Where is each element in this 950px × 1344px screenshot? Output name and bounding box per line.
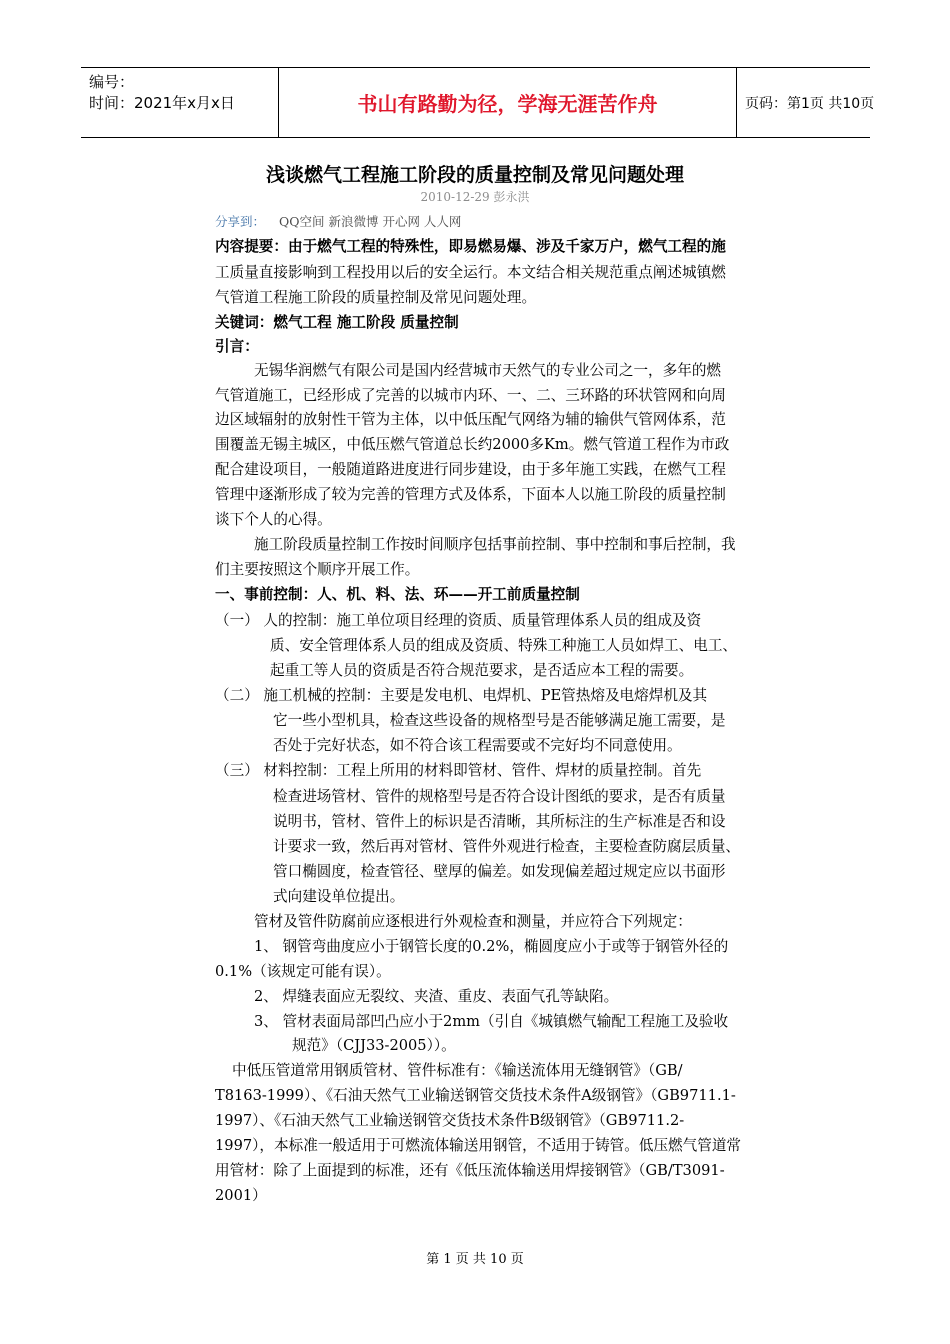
standards-line-5: 用管材：除了上面提到的标准，还有《低压流体输送用焊接钢管》（GB/T3091-	[215, 1162, 725, 1179]
intro-line-5: 配合建设项目，一般随道路进度进行同步建设，由于多年施工实践，在燃气工程	[215, 461, 726, 478]
rule-3-line-2: 规范》（CJJ33-2005））。	[292, 1037, 456, 1054]
section-1-heading: 一、事前控制：人、机、料、法、环——开工前质量控制	[215, 586, 580, 603]
share-label: 分享到：	[215, 214, 266, 229]
share-bar	[215, 212, 461, 230]
intro-line-4: 围覆盖无锡主城区，中低压燃气管道总长约2000多Km。燃气管道工程作为市政	[215, 436, 730, 453]
item-2-line-1: （二） 施工机械的控制：主要是发电机、电焊机、PE管热熔及电熔焊机及其	[215, 687, 708, 704]
abstract-line-2: 工质量直接影响到工程投用以后的安全运行。本文结合相关规范重点阐述城镇燃	[215, 264, 726, 281]
standards-line-2: T8163-1999）、《石油天然气工业输送钢管交货技术条件A级钢管》（GB9711.1-	[215, 1087, 736, 1104]
rule-1-line-1: 1、 钢管弯曲度应小于钢管长度的0.2%，椭圆度应小于或等于钢管外径的	[254, 938, 729, 955]
intro-line-1: 无锡华润燃气有限公司是国内经营城市天然气的专业公司之一，多年的燃	[254, 362, 722, 379]
header-meta	[81, 68, 279, 137]
rule-1-line-2: 0.1%（该规定可能有误）。	[215, 963, 391, 980]
share-links[interactable]: QQ空间 新浪微博 开心网 人人网	[279, 214, 462, 229]
standards-line-4: 1997），本标准一般适用于可燃流体输送用钢管，不适用于铸管。低压燃气管道常	[215, 1137, 742, 1154]
code-label: 编号：	[89, 73, 135, 91]
page-footer: 第 1 页 共 10 页	[426, 1252, 524, 1267]
item-3-line-5: 管口椭圆度，检查管径、壁厚的偏差。如发现偏差超过规定应以书面形	[273, 863, 726, 880]
article-title: 浅谈燃气工程施工阶段的质量控制及常见问题处理	[265, 164, 684, 186]
item-3-line-3: 说明书，管材、管件上的标识是否清晰，其所标注的生产标准是否和设	[273, 813, 726, 830]
item-2-line-3: 否处于完好状态，如不符合该工程需要或不完好均不同意使用。	[273, 737, 682, 754]
intro-line-7: 谈下个人的心得。	[215, 511, 332, 528]
phase-line-1: 施工阶段质量控制工作按时间顺序包括事前控制、事中控制和事后控制，我	[254, 536, 736, 553]
header-table	[81, 67, 875, 138]
item-3-line-6: 式向建设单位提出。	[273, 888, 405, 905]
intro-line-6: 管理中逐渐形成了较为完善的管理方式及体系，下面本人以施工阶段的质量控制	[215, 486, 726, 503]
rule-2: 2、 焊缝表面应无裂纹、夹渣、重皮、表面气孔等缺陷。	[254, 988, 619, 1005]
standards-line-6: 2001）	[215, 1187, 267, 1204]
abstract-line-1: 内容提要：由于燃气工程的特殊性，即易燃易爆、涉及千家万户，燃气工程的施	[215, 238, 726, 255]
item-2-line-2: 它一些小型机具，检查这些设备的规格型号是否能够满足施工需要，是	[273, 712, 726, 729]
item-3-line-2: 检查进场管材、管件的规格型号是否符合设计图纸的要求，是否有质量	[273, 788, 726, 805]
header-page-info: 页码：第1页 共10页	[745, 95, 875, 112]
item-1-line-3: 起重工等人员的资质是否符合规范要求，是否适应本工程的需要。	[270, 662, 694, 679]
abstract-line-3: 气管道工程施工阶段的质量控制及常见问题处理。	[215, 289, 537, 306]
time-label: 时间：2021年x月x日	[89, 94, 235, 112]
pipe-check-intro: 管材及管件防腐前应逐根进行外观检查和测量，并应符合下列规定：	[254, 913, 692, 930]
item-3-line-4: 计要求一致，然后再对管材、管件外观进行检查，主要检查防腐层质量、	[273, 838, 741, 855]
intro-heading: 引言：	[215, 338, 259, 355]
item-3-line-1: （三） 材料控制：工程上所用的材料即管材、管件、焊材的质量控制。首先	[215, 762, 702, 779]
header-motto: 书山有路勤为径，学海无涯苦作舟	[279, 68, 737, 137]
rule-3-line-1: 3、 管材表面局部凹凸应小于2mm（引自《城镇燃气输配工程施工及验收	[254, 1013, 729, 1030]
standards-line-3: 1997）、《石油天然气工业输送钢管交货技术条件B级钢管》（GB9711.2-	[215, 1112, 685, 1129]
intro-line-2: 气管道施工，已经形成了完善的以城市内环、一、二、三环路的环状管网和向周	[215, 387, 726, 404]
item-1-line-2: 质、安全管理体系人员的组成及资质、特殊工种施工人员如焊工、电工、	[270, 637, 738, 654]
article-date-author: 2010-12-29 彭永洪	[420, 190, 530, 204]
keywords-line: 关键词：燃气工程 施工阶段 质量控制	[215, 314, 459, 331]
intro-line-3: 边区域辐射的放射性干管为主体，以中低压配气网络为辅的输供气管网体系，范	[215, 411, 726, 428]
phase-line-2: 们主要按照这个顺序开展工作。	[215, 561, 420, 578]
item-1-line-1: （一） 人的控制：施工单位项目经理的资质、质量管理体系人员的组成及资	[215, 612, 702, 629]
standards-line-1: 中低压管道常用钢质管材、管件标准有：《输送流体用无缝钢管》（GB/	[232, 1062, 683, 1079]
